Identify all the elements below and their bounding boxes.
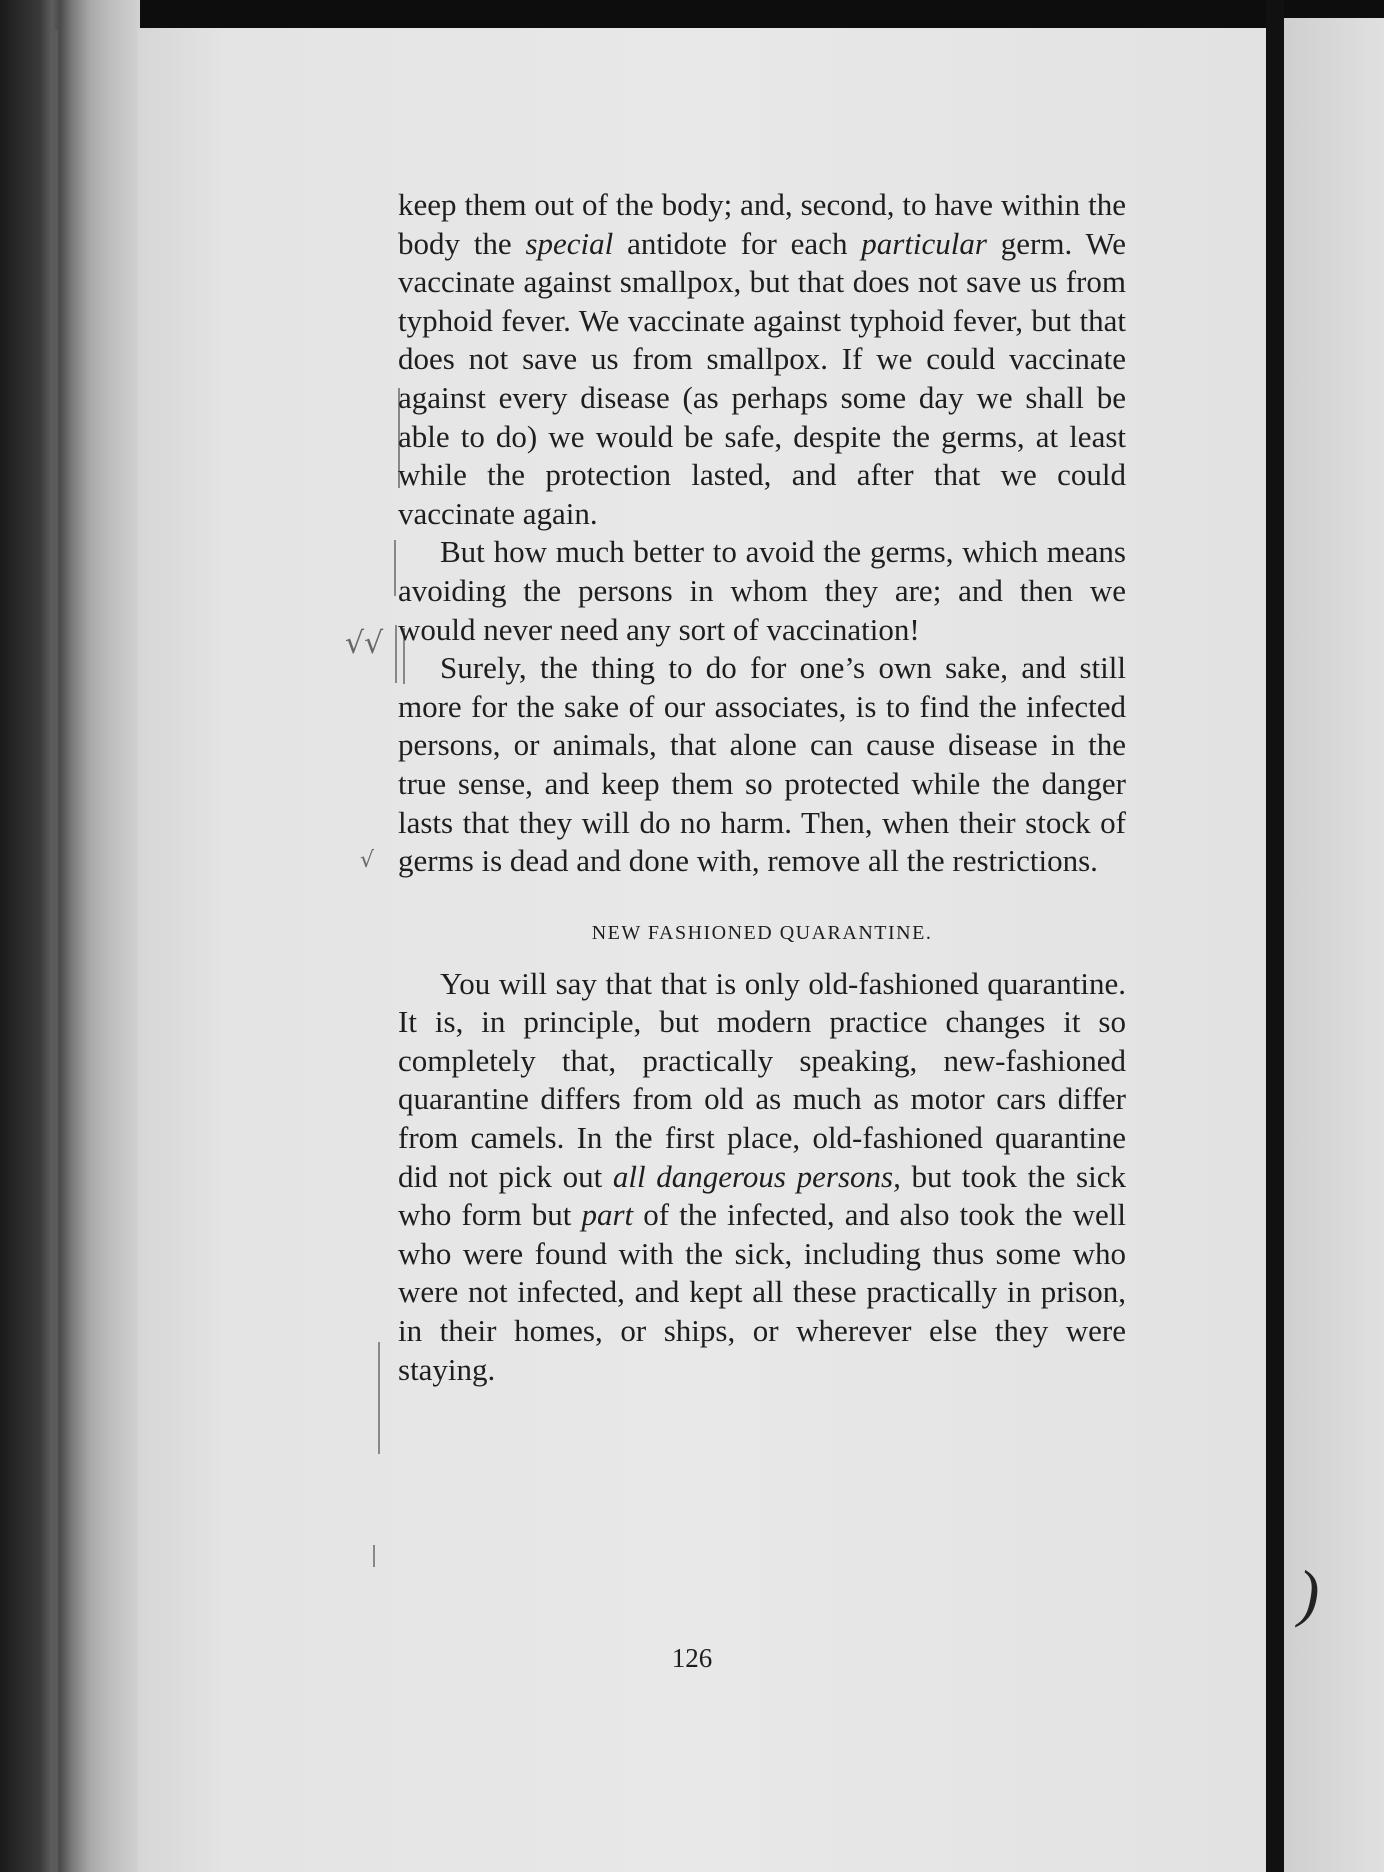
italic-text: all dangerous persons, (612, 1158, 901, 1194)
text-run: Surely, the thing to do for one’s own sake, and still more for the sake of our associates, is to find the infected persons, or animals, that alone can cause disease in the true sense, and keep them so protected while the danger lasts that they will do no harm. Then, when their stock of germs is dead and done with, remove all the restrictions. (398, 650, 1126, 879)
italic-text: special (525, 225, 614, 261)
paragraph (398, 965, 1126, 1390)
margin-line-6 (373, 1545, 375, 1567)
text-run: but took the sick who form but (398, 1158, 1126, 1233)
text-run: You will say that that is only old-fashioned quarantine. It is, in principle, but modern practice changes it so completely that, practically speaking, new-fashioned quarantine differs from old as much as motor cars differ from camels. In the first place, old-fashioned quarantine did not pick out (398, 965, 1126, 1194)
text-run: of the infected, and also took the well who were found with the sick, including thus some who were not infected, and kept all these practically in prison, in their homes, or ships, or wherever else they were staying. (398, 1197, 1127, 1387)
italic-text: part (581, 1197, 634, 1233)
margin-line-3 (395, 625, 397, 683)
paragraph (398, 649, 1126, 881)
margin-check-mark: √ (360, 848, 375, 873)
text-run: But how much better to avoid the germs, which means avoiding the persons in whom they are; and then we would never need any sort of vaccination! (398, 534, 1126, 647)
text-run: germ. We vaccinate against smallpox, but that does not save us from typhoid fever. We vaccinate against typhoid fever, but that does not save us from smallpox. If we could vaccinate against every disease (as perhaps some day we shall be able to do) we would be safe, despite the germs, at least while the protection lasted, and after that we could vaccinate again. (398, 225, 1126, 531)
margin-line-2 (394, 540, 396, 596)
page-gutter (1266, 0, 1284, 1872)
section-heading: NEW FASHIONED QUARANTINE. (591, 921, 933, 944)
page-number: 126 (671, 1643, 713, 1673)
margin-check-mark: √√ (345, 626, 384, 661)
page-text (398, 186, 1126, 1389)
paragraphs-after-heading (398, 965, 1126, 1390)
paragraph (398, 186, 1126, 533)
text-run: antidote for each (613, 225, 862, 261)
italic-text: particular (861, 225, 987, 261)
margin-line-5 (378, 1342, 380, 1454)
next-page-mark: ) (1298, 1557, 1320, 1628)
paragraph (398, 533, 1126, 649)
paragraphs-before-heading (398, 186, 1126, 881)
book-binding (0, 0, 140, 1872)
text-run: keep them out of the body; and, second, to have within the body the (398, 187, 1126, 261)
